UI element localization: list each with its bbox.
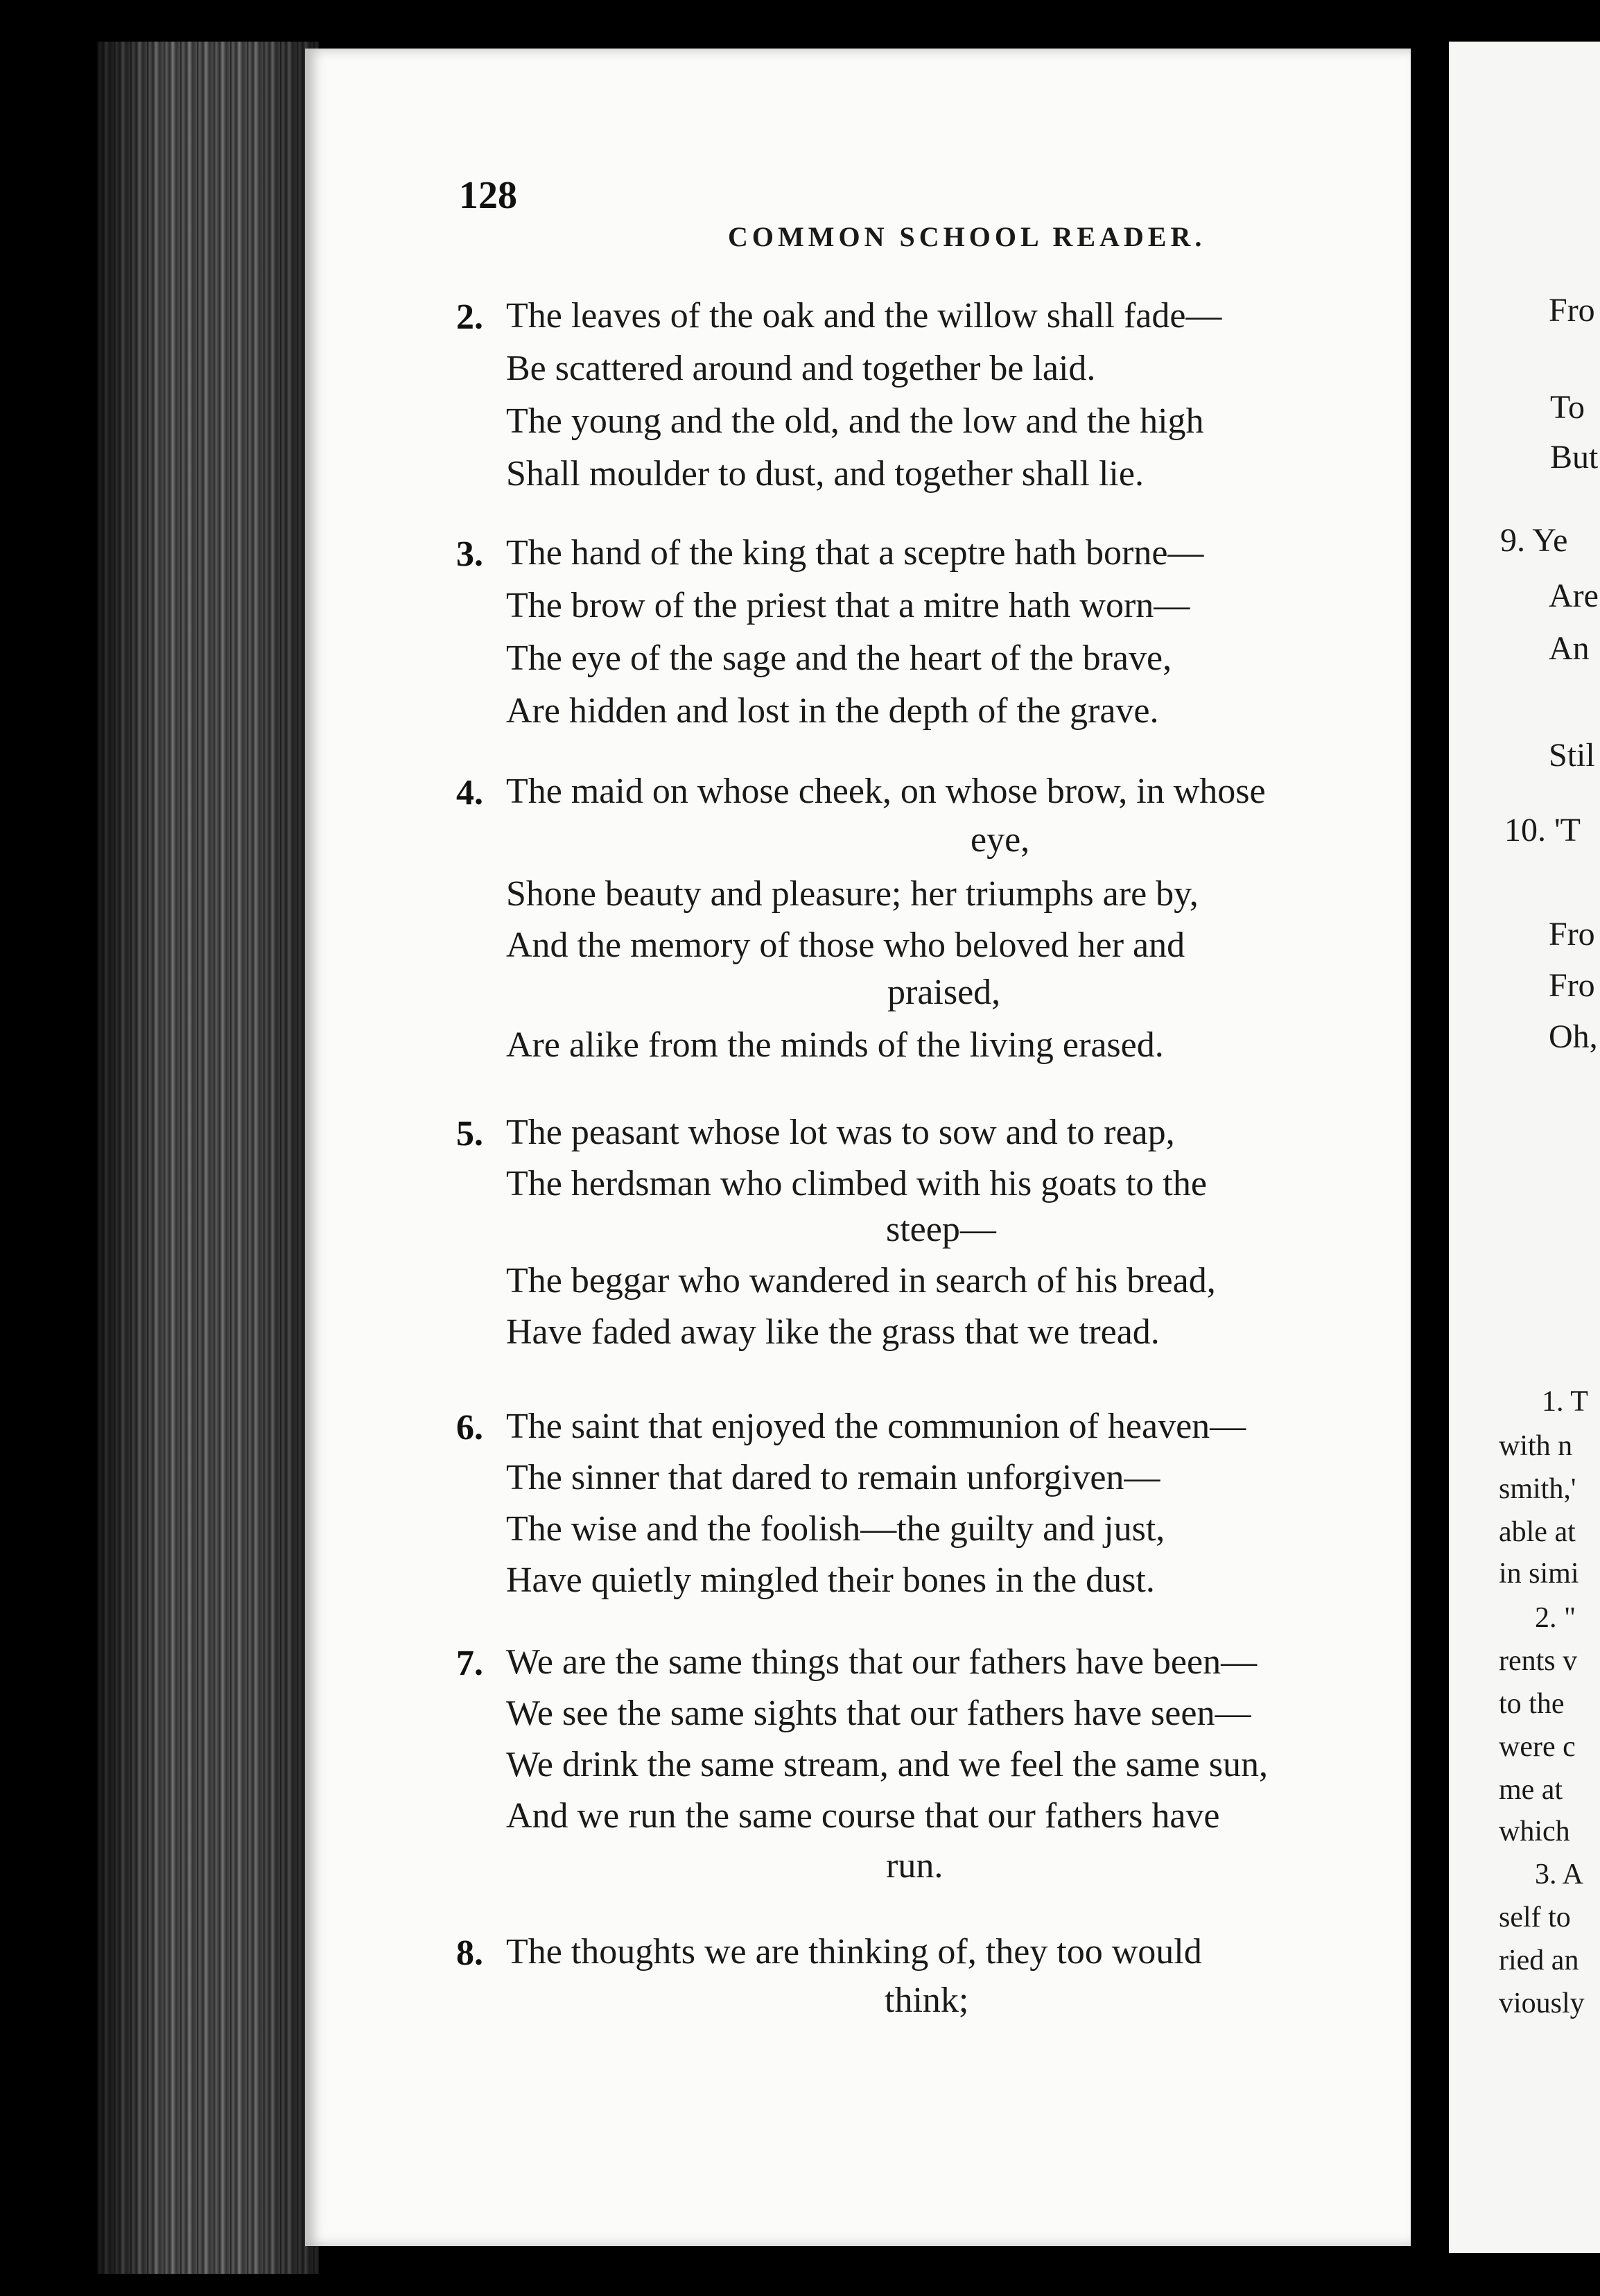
cropped-text: ried an <box>1499 1945 1579 1976</box>
cropped-text: rents v <box>1499 1645 1578 1677</box>
poem-line: Have quietly mingled their bones in the dust. <box>506 1560 1155 1600</box>
cropped-text: in simi <box>1499 1558 1579 1590</box>
cropped-text: smith,' <box>1499 1473 1576 1505</box>
poem-line: The eye of the sage and the heart of the brave, <box>506 638 1172 678</box>
poem-line: Have faded away like the grass that we tread. <box>506 1312 1160 1352</box>
poem-line: The wise and the foolish—the guilty and just, <box>506 1509 1165 1549</box>
cropped-text: me at <box>1499 1774 1563 1806</box>
poem-line: The saint that enjoyed the communion of heaven— <box>506 1407 1246 1446</box>
poem-line: The thoughts we are thinking of, they too would <box>506 1932 1202 1972</box>
poem-line: The brow of the priest that a mitre hath worn— <box>506 586 1190 625</box>
poem-line: We are the same things that our fathers have been— <box>506 1642 1258 1682</box>
cropped-text: Fro <box>1549 292 1595 329</box>
poem-line: Are alike from the minds of the living erased. <box>506 1025 1164 1065</box>
poem-line: The sinner that dared to remain unforgiven— <box>506 1458 1160 1497</box>
stanza-number: 8. <box>456 1933 483 1973</box>
poem-line: Shall moulder to dust, and together shall lie. <box>506 454 1144 494</box>
cropped-text: which <box>1499 1816 1570 1847</box>
right-page-fragment <box>1449 42 1600 2253</box>
poem-line-runover: eye, <box>971 820 1030 860</box>
poem-line: The maid on whose cheek, on whose brow, in whose <box>506 772 1266 811</box>
poem-line-runover: think; <box>885 1981 969 2020</box>
poem-line: The leaves of the oak and the willow shall fade— <box>506 296 1222 336</box>
cropped-text: self to <box>1499 1902 1571 1933</box>
book-spine-edge <box>97 42 319 2274</box>
poem-line: The beggar who wandered in search of his bread, <box>506 1261 1216 1301</box>
cropped-text: Oh, <box>1549 1018 1598 1055</box>
stanza-number: 4. <box>456 773 483 812</box>
poem-line: The hand of the king that a sceptre hath borne— <box>506 533 1204 573</box>
cropped-text: able at <box>1499 1516 1576 1548</box>
stanza-number: 5. <box>456 1114 483 1154</box>
poem-line-runover: run. <box>886 1846 944 1886</box>
cropped-text: were c <box>1499 1731 1576 1763</box>
stanza-number: 2. <box>456 297 483 337</box>
stanza-number: 3. <box>456 534 483 574</box>
poem-line-runover: steep— <box>886 1210 996 1249</box>
poem-line: And the memory of those who beloved her and <box>506 925 1185 965</box>
cropped-text: Stil <box>1549 737 1595 774</box>
poem-line: Be scattered around and together be laid. <box>506 349 1096 388</box>
poem-line: And we run the same course that our fathers have <box>506 1796 1220 1836</box>
running-head <box>305 159 1411 252</box>
stanza-number: 7. <box>456 1644 483 1683</box>
page-number: 128 <box>459 174 517 217</box>
poem-line: Are hidden and lost in the depth of the grave. <box>506 691 1159 731</box>
left-page <box>305 49 1411 2246</box>
cropped-text: 3. A <box>1535 1859 1584 1890</box>
poem-line: The herdsman who climbed with his goats to the <box>506 1164 1207 1203</box>
cropped-text: to the <box>1499 1688 1565 1720</box>
cropped-text: 2. " <box>1535 1602 1576 1634</box>
cropped-text: Fro <box>1549 916 1595 953</box>
cropped-text: To <box>1550 389 1585 426</box>
cropped-text: An <box>1549 630 1590 667</box>
cropped-text: 1. T <box>1542 1386 1588 1418</box>
cropped-text: with n <box>1499 1430 1573 1462</box>
cropped-text: Fro <box>1549 967 1595 1004</box>
cropped-text: But <box>1550 439 1599 476</box>
cropped-text: viously <box>1499 1988 1585 2019</box>
poem-line: The peasant whose lot was to sow and to reap, <box>506 1113 1175 1152</box>
poem-line: We see the same sights that our fathers have seen— <box>506 1694 1251 1733</box>
poem-line-runover: praised, <box>887 973 1001 1012</box>
cropped-text: 10. 'T <box>1504 812 1581 849</box>
poem-line: The young and the old, and the low and the high <box>506 401 1204 441</box>
stanza-number: 6. <box>456 1408 483 1447</box>
running-head-title: COMMON SCHOOL READER. <box>728 221 1206 252</box>
cropped-text: Are <box>1549 577 1599 614</box>
cropped-text: 9. Ye <box>1500 522 1568 559</box>
page-gutter <box>1411 0 1449 2296</box>
poem-line: We drink the same stream, and we feel the same sun, <box>506 1745 1268 1784</box>
poem-line: Shone beauty and pleasure; her triumphs are by, <box>506 874 1199 914</box>
